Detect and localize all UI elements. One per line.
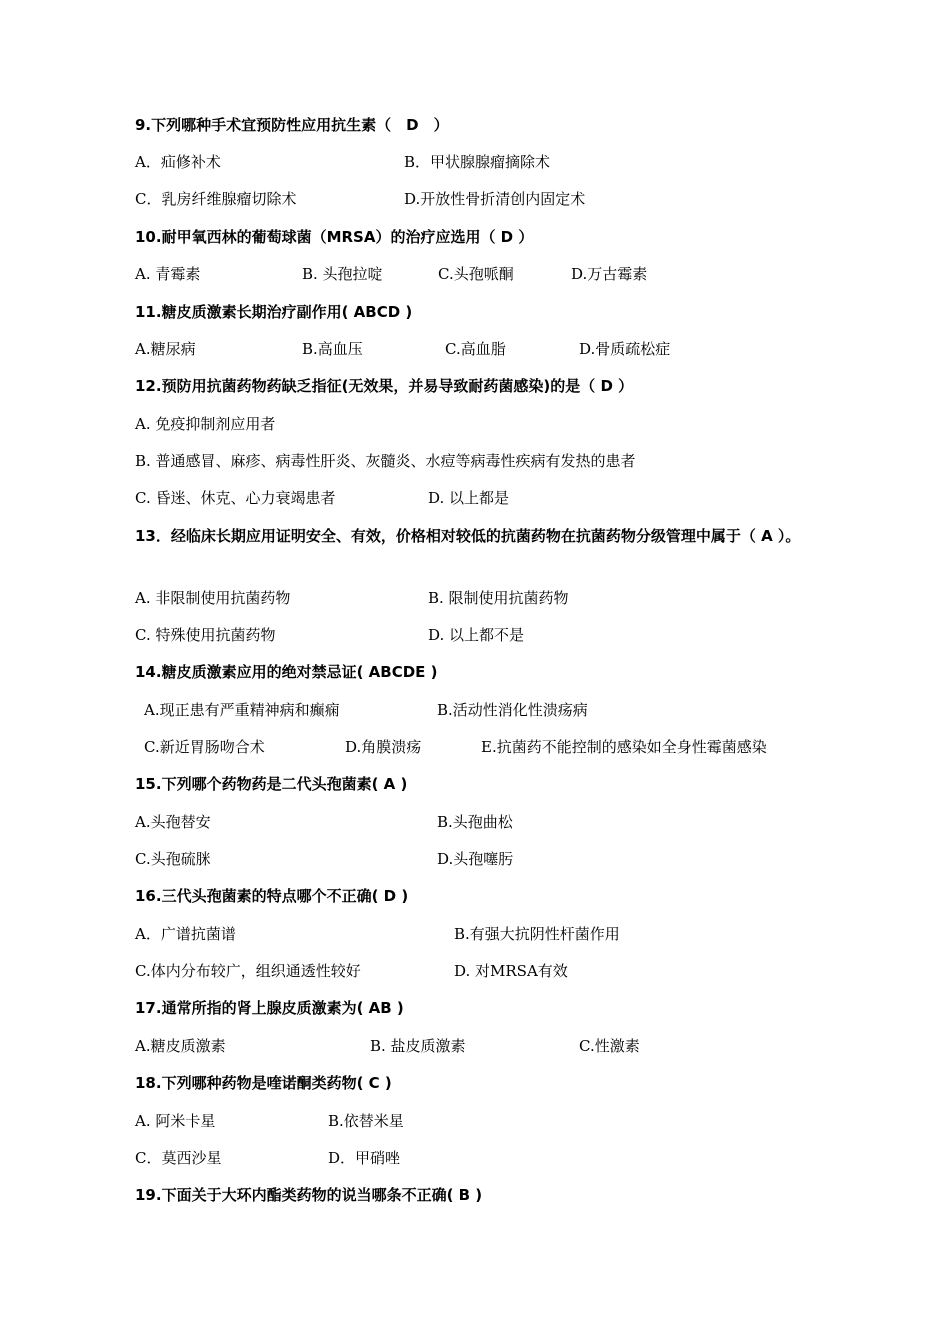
question-18-option-d: D．甲硝唑 xyxy=(328,1149,401,1167)
question-16-option-a: A．广谱抗菌谱 xyxy=(135,925,236,943)
question-11-option-a: A.糖尿病 xyxy=(135,340,196,358)
question-13-stem: 13．经临床长期应用证明安全、有效，价格相对较低的抗菌药物在抗菌药物分级管理中属于（ A ）。 xyxy=(135,527,801,545)
question-13-option-d: D. 以上都不是 xyxy=(428,626,525,644)
question-14-option-b: B.活动性消化性溃疡病 xyxy=(437,701,588,719)
question-17-stem: 17.通常所指的肾上腺皮质激素为( AB ) xyxy=(135,999,404,1017)
question-18-option-b: B.依替米星 xyxy=(328,1112,404,1130)
question-16-stem: 16.三代头孢菌素的特点哪个不正确( D ) xyxy=(135,887,409,905)
question-10-option-a: A. 青霉素 xyxy=(135,265,201,283)
question-13-option-c: C. 特殊使用抗菌药物 xyxy=(135,626,276,644)
question-11-option-d: D.骨质疏松症 xyxy=(579,340,671,358)
question-16-option-c: C.体内分布较广，组织通透性较好 xyxy=(135,962,361,980)
question-15-stem: 15.下列哪个药物药是二代头孢菌素( A ) xyxy=(135,775,408,793)
question-14-option-a: A.现正患有严重精神病和癫痫 xyxy=(144,701,340,719)
question-18-stem: 18.下列哪种药物是喹诺酮类药物( C ) xyxy=(135,1074,392,1092)
question-9-option-c: C．乳房纤维腺瘤切除术 xyxy=(135,190,297,208)
question-12-option-b: B. 普通感冒、麻疹、病毒性肝炎、灰髓炎、水痘等病毒性疾病有发热的患者 xyxy=(135,452,636,470)
question-14-option-e: E.抗菌药不能控制的感染如全身性霉菌感染 xyxy=(481,738,767,756)
question-15-option-b: B.头孢曲松 xyxy=(437,813,513,831)
question-14-option-d: D.角膜溃疡 xyxy=(345,738,422,756)
question-12-option-c: C. 昏迷、休克、心力衰竭患者 xyxy=(135,489,336,507)
question-11-option-c: C.高血脂 xyxy=(445,340,506,358)
question-9-option-a: A．疝修补术 xyxy=(135,153,221,171)
question-15-option-a: A.头孢替安 xyxy=(135,813,211,831)
question-17-option-b: B. 盐皮质激素 xyxy=(370,1037,466,1055)
question-12-option-a: A. 免疫抑制剂应用者 xyxy=(135,415,276,433)
question-14-stem: 14.糖皮质激素应用的绝对禁忌证( ABCDE ) xyxy=(135,663,438,681)
question-15-option-d: D.头孢噻肟 xyxy=(437,850,514,868)
question-10-option-d: D.万古霉素 xyxy=(571,265,648,283)
question-9-option-b: B．甲状腺腺瘤摘除术 xyxy=(404,153,551,171)
question-12-stem: 12.预防用抗菌药物药缺乏指征(无效果，并易导致耐药菌感染)的是（ D ） xyxy=(135,377,634,395)
question-10-stem: 10.耐甲氧西林的葡萄球菌（MRSA）的治疗应选用（ D ） xyxy=(135,228,534,246)
question-18-option-c: C．莫西沙星 xyxy=(135,1149,222,1167)
question-18-option-a: A. 阿米卡星 xyxy=(135,1112,216,1130)
question-16-option-b: B.有强大抗阴性杆菌作用 xyxy=(454,925,620,943)
question-12-option-d: D. 以上都是 xyxy=(428,489,510,507)
question-10-option-c: C.头孢哌酮 xyxy=(438,265,514,283)
question-14-option-c: C.新近胃肠吻合术 xyxy=(144,738,265,756)
question-17-option-a: A.糖皮质激素 xyxy=(135,1037,226,1055)
question-9-stem: 9.下列哪种手术宜预防性应用抗生素（ D ） xyxy=(135,116,449,134)
question-15-option-c: C.头孢硫脒 xyxy=(135,850,211,868)
question-17-option-c: C.性激素 xyxy=(579,1037,640,1055)
question-13-option-a: A. 非限制使用抗菌药物 xyxy=(135,589,291,607)
question-13-option-b: B. 限制使用抗菌药物 xyxy=(428,589,569,607)
question-9-option-d: D.开放性骨折清创内固定术 xyxy=(404,190,586,208)
question-16-option-d: D. 对MRSA有效 xyxy=(454,962,568,980)
question-10-option-b: B. 头孢拉啶 xyxy=(302,265,383,283)
question-11-option-b: B.高血压 xyxy=(302,340,363,358)
question-11-stem: 11.糖皮质激素长期治疗副作用( ABCD ) xyxy=(135,303,413,321)
question-19-stem: 19.下面关于大环内酯类药物的说当哪条不正确( B ) xyxy=(135,1186,483,1204)
